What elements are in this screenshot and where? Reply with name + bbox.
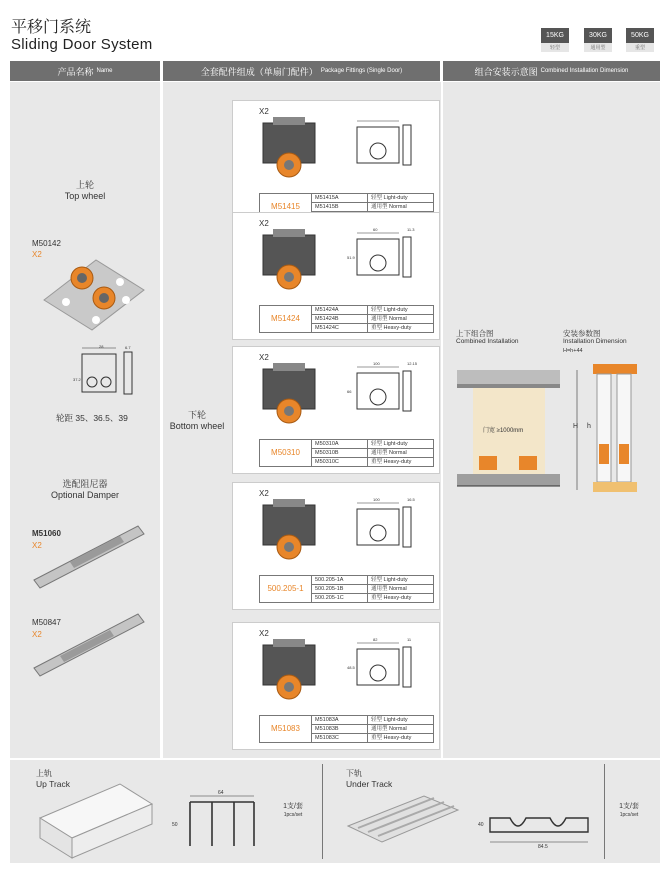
damper1-qty: X2 bbox=[32, 541, 42, 550]
spec-model: M51415B bbox=[312, 203, 368, 212]
spec-model: 500.205-1C bbox=[312, 594, 368, 603]
fitting-qty: X2 bbox=[259, 353, 269, 362]
up-track-qty bbox=[278, 803, 308, 819]
dim-b: 6.7 bbox=[125, 345, 131, 350]
bottom-wheel-cn: 下轮 bbox=[187, 410, 206, 420]
dim-h: h bbox=[587, 423, 591, 430]
under-qty-en: 1pcs/set bbox=[619, 812, 639, 818]
spec-model: 500.205-1B bbox=[312, 585, 368, 594]
technical-drawing bbox=[351, 639, 415, 699]
fitting-code: M50310 bbox=[260, 440, 312, 467]
spec-type: 通用型 Normal bbox=[368, 203, 434, 212]
damper2-model: M50847 bbox=[32, 618, 61, 627]
badge-light bbox=[541, 28, 569, 52]
spec-type: 轻型 Light-duty bbox=[368, 440, 434, 449]
badge-label: 重型 bbox=[626, 43, 654, 52]
header-product bbox=[10, 61, 160, 81]
top-wheel-en: Top wheel bbox=[64, 191, 106, 201]
dim-c: 37.2 bbox=[73, 377, 81, 382]
technical-drawing bbox=[351, 117, 415, 177]
divider bbox=[604, 764, 605, 859]
spec-type: 通用型 Normal bbox=[368, 449, 434, 458]
spec-type: 轻型 Light-duty bbox=[368, 194, 434, 203]
spec-model: M51083A bbox=[312, 716, 368, 725]
wheel-photo bbox=[259, 115, 323, 181]
spec-table bbox=[259, 715, 434, 743]
spec-type: 重型 Heavy-duty bbox=[368, 734, 434, 743]
top-qty: X2 bbox=[32, 250, 42, 259]
spec-type: 重型 Heavy-duty bbox=[368, 324, 434, 333]
spec-model: M51083C bbox=[312, 734, 368, 743]
badge-label: 通用型 bbox=[584, 43, 612, 52]
badge-normal bbox=[584, 28, 612, 52]
bottom-wheel-panel bbox=[163, 82, 231, 758]
fitting-cell bbox=[232, 212, 440, 340]
under-track-image bbox=[344, 790, 462, 850]
spec-type: 重型 Heavy-duty bbox=[368, 458, 434, 467]
header-combined bbox=[443, 61, 660, 81]
spec-type: 通用型 Normal bbox=[368, 315, 434, 324]
spec-model: M50310A bbox=[312, 440, 368, 449]
under-dim-h: 40 bbox=[478, 822, 484, 828]
dim-label: 12.15 bbox=[407, 361, 418, 366]
page-title-en: Sliding Door System bbox=[11, 36, 153, 53]
dimension-drawing bbox=[571, 360, 641, 498]
top-wheel-drawing bbox=[72, 344, 138, 402]
spec-type: 重型 Heavy-duty bbox=[368, 594, 434, 603]
fitting-code: M51083 bbox=[260, 716, 312, 743]
combined-right-cn: 安装参数图 bbox=[563, 329, 601, 338]
dim-label: 11 bbox=[407, 637, 412, 642]
dim-label: 66 bbox=[347, 389, 352, 394]
dim-label: 48.5 bbox=[347, 665, 355, 670]
top-wheel-label bbox=[10, 180, 160, 202]
up-track-en: Up Track bbox=[36, 779, 71, 789]
header-package-en: Package Fittings (Single Door) bbox=[320, 68, 403, 74]
fitting-cell bbox=[232, 100, 440, 228]
combined-left-cn: 上下组合图 bbox=[456, 329, 494, 338]
fitting-code: M51415 bbox=[260, 194, 312, 221]
dim-H: H bbox=[573, 423, 579, 430]
dim-label: 100 bbox=[373, 497, 380, 502]
combined-panel bbox=[443, 82, 660, 758]
under-track-qty bbox=[614, 803, 644, 819]
top-wheel-cn: 上轮 bbox=[75, 180, 94, 190]
damper-en: Optional Damper bbox=[50, 490, 120, 500]
badge-weight: 50KG bbox=[626, 28, 654, 43]
spec-model: M50310C bbox=[312, 458, 368, 467]
bottom-wheel-label bbox=[163, 410, 231, 432]
tracks-section bbox=[10, 760, 660, 863]
spec-table bbox=[259, 575, 434, 603]
door-width-label: 门宽 ≥1000mm bbox=[483, 428, 524, 434]
bottom-wheel-en: Bottom wheel bbox=[169, 421, 225, 431]
spec-type: 通用型 Normal bbox=[368, 725, 434, 734]
spec-model: M51083B bbox=[312, 725, 368, 734]
damper1-image bbox=[30, 522, 148, 590]
header-combined-en: Combined Installation Dimension bbox=[540, 68, 629, 74]
header-product-cn: 产品名称 bbox=[57, 66, 94, 77]
combined-left-en: Combined Installation bbox=[456, 338, 519, 345]
up-track-image bbox=[36, 778, 156, 860]
wheel-photo bbox=[259, 637, 323, 703]
dim-label: 16.5 bbox=[407, 497, 415, 502]
top-model: M50142 bbox=[32, 239, 61, 248]
spec-model: M51415A bbox=[312, 194, 368, 203]
badge-weight: 15KG bbox=[541, 28, 569, 43]
fitting-qty: X2 bbox=[259, 489, 269, 498]
under-track-cn: 下轨 bbox=[346, 769, 362, 778]
spec-table bbox=[259, 439, 434, 467]
combined-right-en: Installation Dimension bbox=[563, 338, 627, 345]
divider bbox=[322, 764, 323, 859]
damper-cn: 选配阻尼器 bbox=[62, 479, 108, 489]
header-product-en: Name bbox=[96, 68, 113, 74]
header-combined-cn: 组合安装示意图 bbox=[474, 66, 538, 77]
damper1-model: M51060 bbox=[32, 529, 61, 538]
fitting-qty: X2 bbox=[259, 107, 269, 116]
spec-type: 通用型 Normal bbox=[368, 585, 434, 594]
spec-model: M51424A bbox=[312, 306, 368, 315]
dim-label: 11.3 bbox=[407, 227, 415, 232]
spec-model: M51424C bbox=[312, 324, 368, 333]
spec-model: M50310B bbox=[312, 449, 368, 458]
wheel-photo bbox=[259, 227, 323, 293]
up-qty-cn: 1支/套 bbox=[283, 803, 303, 810]
badge-heavy bbox=[626, 28, 654, 52]
up-qty-en: 1pcs/set bbox=[283, 812, 303, 818]
up-dim-w: 64 bbox=[218, 790, 224, 796]
wheel-photo bbox=[259, 361, 323, 427]
badge-label: 轻型 bbox=[541, 43, 569, 52]
fittings-column bbox=[231, 82, 441, 758]
technical-drawing bbox=[351, 229, 415, 289]
spec-model: M51424B bbox=[312, 315, 368, 324]
up-dim-h: 50 bbox=[172, 822, 178, 828]
damper2-qty: X2 bbox=[32, 630, 42, 639]
spec-table bbox=[259, 305, 434, 333]
technical-drawing bbox=[351, 499, 415, 559]
spec-type: 轻型 Light-duty bbox=[368, 576, 434, 585]
header-package-cn: 全套配件组成（单扇门配件） bbox=[200, 66, 318, 77]
spec-type: 轻型 Light-duty bbox=[368, 716, 434, 725]
damper-label bbox=[10, 479, 160, 501]
damper2-image bbox=[30, 610, 148, 678]
page-title-cn: 平移门系统 bbox=[11, 17, 92, 36]
fitting-qty: X2 bbox=[259, 219, 269, 228]
fitting-cell bbox=[232, 622, 440, 750]
under-track-en: Under Track bbox=[346, 779, 393, 789]
under-qty-cn: 1支/套 bbox=[619, 803, 639, 810]
dim-label: 100 bbox=[373, 361, 380, 366]
up-track-cn: 上轨 bbox=[36, 769, 52, 778]
fitting-cell bbox=[232, 482, 440, 610]
fitting-cell bbox=[232, 346, 440, 474]
dim-a: 28 bbox=[99, 344, 104, 349]
fitting-code: 500.205-1 bbox=[260, 576, 312, 603]
top-wheel-image bbox=[36, 252, 146, 332]
dim-label: 82 bbox=[373, 637, 378, 642]
fitting-code: M51424 bbox=[260, 306, 312, 333]
combined-formula: H=h+44 bbox=[563, 348, 583, 354]
dim-label: 60 bbox=[373, 227, 378, 232]
spec-type: 轻型 Light-duty bbox=[368, 306, 434, 315]
left-panel bbox=[10, 82, 160, 758]
under-dim-w: 84.5 bbox=[538, 844, 548, 850]
dim-label: 51.9 bbox=[347, 255, 355, 260]
badge-weight: 30KG bbox=[584, 28, 612, 43]
header-package bbox=[163, 61, 440, 81]
spec-model: 500.205-1A bbox=[312, 576, 368, 585]
fitting-qty: X2 bbox=[259, 629, 269, 638]
up-track-profile bbox=[182, 790, 262, 850]
wheel-distance: 轮距 35、36.5、39 bbox=[56, 413, 128, 423]
wheel-photo bbox=[259, 497, 323, 563]
